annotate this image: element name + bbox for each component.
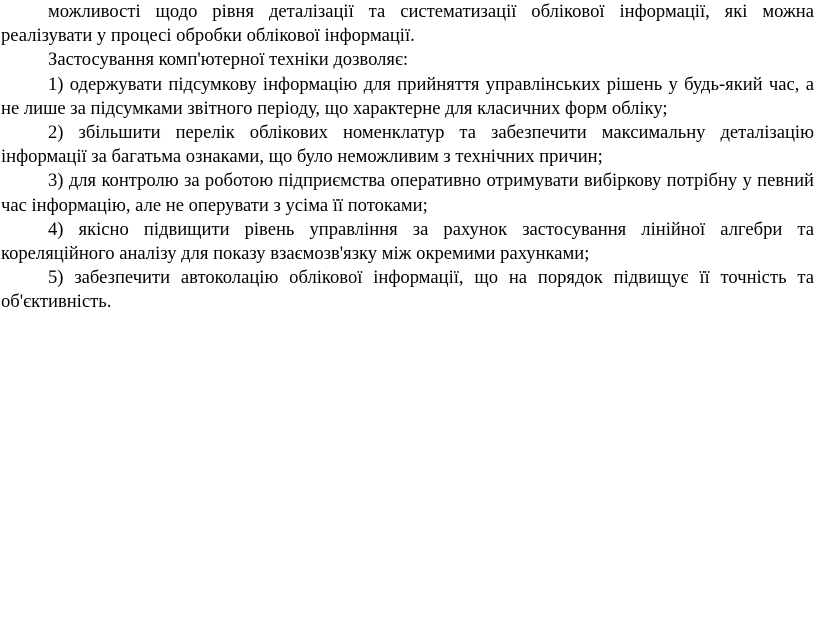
paragraph-computer-use-lead: Застосування комп'ютерної техніки дозволяє: (48, 49, 409, 71)
list-item-2: 2) збільшити перелік облікових номенклатур та забезпечити максимальну деталізацію інформації за багатьма ознаками, що було неможливим з технічних причин; (1, 122, 814, 168)
paragraph-intro-continuation: можливості щодо рівня деталізації та систематизації облікової інформації, які можна реалізувати у процесі обробки облікової інформації. (1, 1, 814, 47)
list-item-5: 5) забезпечити автоколацію облікової інформації, що на порядок підвищує її точність та об'єктивність. (1, 267, 814, 313)
document-page (1, 0, 814, 315)
list-item-3: 3) для контролю за роботою підприємства оперативно отримувати вибіркову потрібну у певний час інформацію, але не оперувати з усіма її потоками; (1, 170, 814, 216)
list-item-1: 1) одержувати підсумкову інформацію для прийняття управлінських рішень у будь-який час, а не лише за підсумками звітного періоду, що характерне для класичних форм обліку; (1, 73, 814, 119)
list-item-4: 4) якісно підвищити рівень управління за рахунок застосування лінійної алгебри та кореляційного аналізу для показу взаємозв'язку між окремими рахунками; (1, 218, 814, 265)
